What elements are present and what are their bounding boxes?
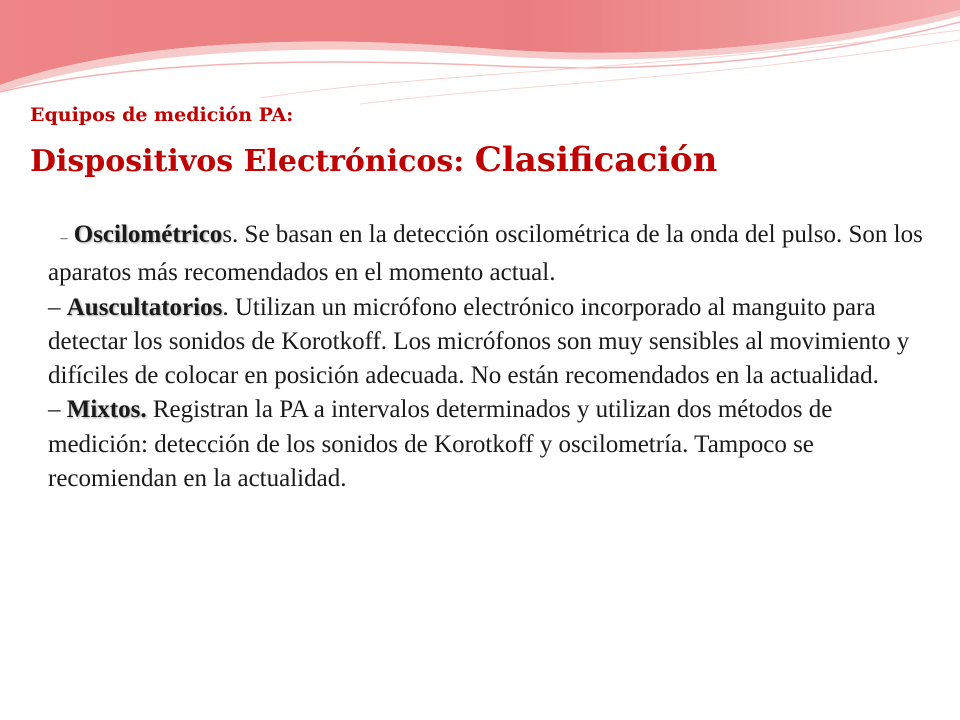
title-part-2: Clasificación <box>474 140 718 180</box>
list-item <box>48 393 928 496</box>
slide-subtitle: Equipos de medición PA: <box>30 104 294 126</box>
title-part-1: Dispositivos Electrónicos: <box>30 144 475 179</box>
slide-title <box>30 140 717 181</box>
bullet-dash: – <box>48 396 61 424</box>
list-item <box>48 291 928 394</box>
bullet-dash: – <box>48 293 61 321</box>
term-mixtos: Mixtos. <box>66 396 147 424</box>
slide-body <box>48 218 928 496</box>
item-text: Registran la PA a intervalos determinados y utilizan dos métodos de medición: detección de los sonidos de Korotkoff y oscilometría. Tampoco se recomiendan en la actualidad. <box>48 396 833 493</box>
list-item <box>48 218 928 291</box>
bullet-dash: – <box>60 231 68 246</box>
term-auscultatorios: Auscultatorios <box>66 293 223 321</box>
item-text: . Utilizan un micrófono electrónico incorporado al manguito para detectar los sonidos de Korotkoff. Los micrófonos son muy sensibles al movimiento y difíciles de colocar en posición adecuada. No están recomendados en la actualidad. <box>48 293 910 390</box>
item-text: s. Se basan en la detección oscilométrica de la onda del pulso. Son los aparatos más recomendados en el momento actual. <box>48 221 923 287</box>
term-oscilometricos: Oscilométrico <box>73 221 223 248</box>
header-wave-decoration <box>0 0 960 110</box>
